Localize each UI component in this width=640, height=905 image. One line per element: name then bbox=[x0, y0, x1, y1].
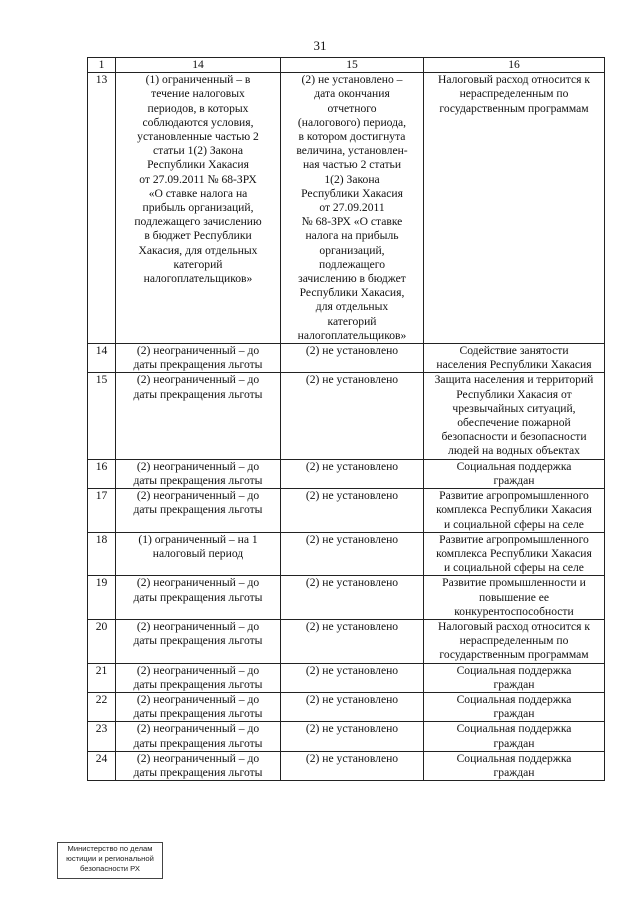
duration-cell: (2) неограниченный – до даты прекращения льготы bbox=[116, 722, 281, 751]
table-row bbox=[88, 73, 605, 344]
row-number-cell: 20 bbox=[88, 619, 116, 663]
program-cell: Налоговый расход относится к нераспределенным по государственным программам bbox=[424, 619, 605, 663]
row-number-cell: 19 bbox=[88, 576, 116, 620]
program-cell: Социальная поддержка граждан bbox=[424, 722, 605, 751]
page-number: 31 bbox=[313, 38, 327, 53]
program-cell: Развитие агропромышленного комплекса Республики Хакасия и социальной сферы на селе bbox=[424, 489, 605, 533]
table-row bbox=[88, 576, 605, 620]
table-row bbox=[88, 373, 605, 459]
duration-cell: (2) неограниченный – до даты прекращения льготы bbox=[116, 619, 281, 663]
end-date-cell: (2) не установлено bbox=[281, 619, 424, 663]
duration-cell: (2) неограниченный – до даты прекращения льготы bbox=[116, 692, 281, 721]
end-date-cell: (2) не установлено – дата окончания отчетного (налогового) периода, в котором достигнута величина, установлен- ная частью 2 статьи 1(2) Закона Республики Хакасия от 27.09.2011 № 68-ЗРХ «О ставке налога на прибыль организаций, подлежащего зачислению в бюджет Республики Хакасия, для отдельных категорий налогоплательщиков» bbox=[281, 73, 424, 344]
program-cell: Защита населения и территорий Республики Хакасия от чрезвычайных ситуаций, обеспечение пожарной безопасности и безопасности людей на водных объектах bbox=[424, 373, 605, 459]
table-row bbox=[88, 692, 605, 721]
duration-cell: (2) неограниченный – до даты прекращения льготы bbox=[116, 459, 281, 488]
duration-cell: (2) неограниченный – до даты прекращения льготы bbox=[116, 576, 281, 620]
header-cell-15: 15 bbox=[281, 58, 424, 73]
duration-cell: (2) неограниченный – до даты прекращения льготы bbox=[116, 751, 281, 780]
program-cell: Налоговый расход относится к нераспределенным по государственным программам bbox=[424, 73, 605, 344]
header-cell-14: 14 bbox=[116, 58, 281, 73]
row-number-cell: 13 bbox=[88, 73, 116, 344]
table-row bbox=[88, 722, 605, 751]
row-number-cell: 15 bbox=[88, 373, 116, 459]
row-number-cell: 23 bbox=[88, 722, 116, 751]
program-cell: Социальная поддержка граждан bbox=[424, 663, 605, 692]
duration-cell: (2) неограниченный – до даты прекращения льготы bbox=[116, 663, 281, 692]
row-number-cell: 21 bbox=[88, 663, 116, 692]
row-number-cell: 18 bbox=[88, 532, 116, 576]
duration-cell: (2) неограниченный – до даты прекращения льготы bbox=[116, 373, 281, 459]
end-date-cell: (2) не установлено bbox=[281, 459, 424, 488]
table-row bbox=[88, 459, 605, 488]
table-row bbox=[88, 619, 605, 663]
table-header-row bbox=[88, 58, 605, 73]
end-date-cell: (2) не установлено bbox=[281, 373, 424, 459]
tax-expenditure-table bbox=[87, 57, 605, 781]
end-date-cell: (2) не установлено bbox=[281, 663, 424, 692]
row-number-cell: 24 bbox=[88, 751, 116, 780]
end-date-cell: (2) не установлено bbox=[281, 344, 424, 373]
row-number-cell: 16 bbox=[88, 459, 116, 488]
end-date-cell: (2) не установлено bbox=[281, 489, 424, 533]
table-row bbox=[88, 532, 605, 576]
duration-cell: (2) неограниченный – до даты прекращения льготы bbox=[116, 344, 281, 373]
program-cell: Социальная поддержка граждан bbox=[424, 692, 605, 721]
program-cell: Социальная поддержка граждан bbox=[424, 751, 605, 780]
row-number-cell: 14 bbox=[88, 344, 116, 373]
end-date-cell: (2) не установлено bbox=[281, 576, 424, 620]
program-cell: Содействие занятости населения Республики Хакасия bbox=[424, 344, 605, 373]
row-number-cell: 22 bbox=[88, 692, 116, 721]
duration-cell: (2) неограниченный – до даты прекращения льготы bbox=[116, 489, 281, 533]
table-row bbox=[88, 344, 605, 373]
duration-cell: (1) ограниченный – в течение налоговых периодов, в которых соблюдаются условия, установленные частью 2 статьи 1(2) Закона Республики Хакасия от 27.09.2011 № 68-ЗРХ «О ставке налога на прибыль организаций, подлежащего зачислению в бюджет Республики Хакасия, для отдельных категорий налогоплательщиков» bbox=[116, 73, 281, 344]
program-cell: Развитие агропромышленного комплекса Республики Хакасия и социальной сферы на селе bbox=[424, 532, 605, 576]
program-cell: Развитие промышленности и повышение ее конкурентоспособности bbox=[424, 576, 605, 620]
header-cell-16: 16 bbox=[424, 58, 605, 73]
duration-cell: (1) ограниченный – на 1 налоговый период bbox=[116, 532, 281, 576]
end-date-cell: (2) не установлено bbox=[281, 751, 424, 780]
table-row bbox=[88, 751, 605, 780]
end-date-cell: (2) не установлено bbox=[281, 532, 424, 576]
end-date-cell: (2) не установлено bbox=[281, 692, 424, 721]
table-row bbox=[88, 489, 605, 533]
ministry-stamp: Министерство по делам юстиции и региональной безопасности РХ bbox=[57, 842, 163, 879]
end-date-cell: (2) не установлено bbox=[281, 722, 424, 751]
program-cell: Социальная поддержка граждан bbox=[424, 459, 605, 488]
header-cell-1: 1 bbox=[88, 58, 116, 73]
row-number-cell: 17 bbox=[88, 489, 116, 533]
table-row bbox=[88, 663, 605, 692]
